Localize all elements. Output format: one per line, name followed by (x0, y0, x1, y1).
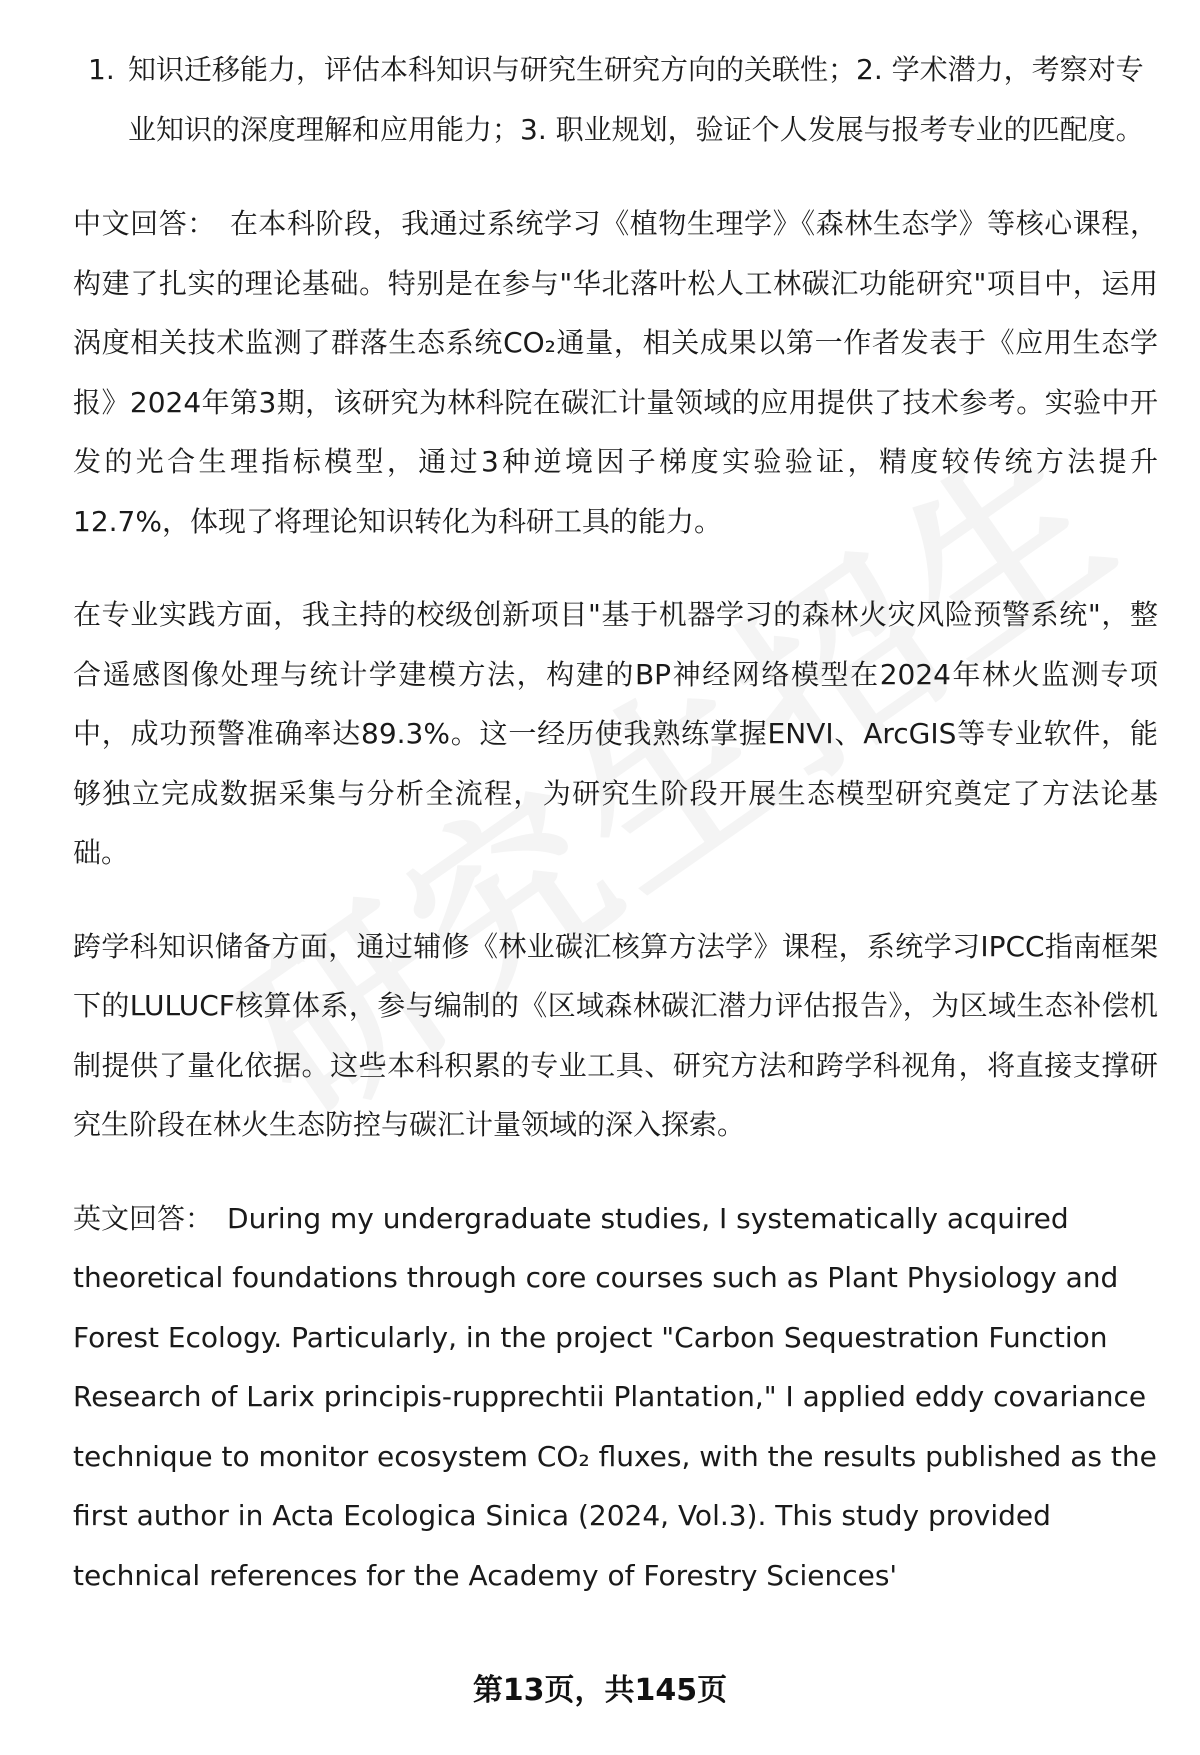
list-item-text: 知识迁移能力，评估本科知识与研究生研究方向的关联性；2. 学术潜力，考察对专业知识的深度理解和应用能力；3. 职业规划，验证个人发展与报考专业的匹配度。 (128, 53, 1144, 146)
english-answer-text-1: During my undergraduate studies, I systematically acquired theoretical foundations through core courses such as Plant Physiology and Forest Ecology. Particularly, in the project "Carbon Sequestration Function Research of Larix principis-rupprechtii Plantation," I applied eddy covariance technique to monitor ecosystem CO₂ fluxes, with the results published as the first author in Acta Ecologica Sinica (2024, Vol.3). This study provided technical references for the Academy of Forestry Sciences' (73, 1201, 1157, 1592)
page-content (73, 40, 1158, 1639)
chinese-answer-label: 中文回答： (73, 207, 216, 240)
english-answer-paragraph-1 (73, 1189, 1158, 1606)
chinese-answer-paragraph-1 (73, 194, 1158, 551)
chinese-answer-text-1: 在本科阶段，我通过系统学习《植物生理学》《森林生态学》等核心课程，构建了扎实的理论基础。特别是在参与"华北落叶松人工林碳汇功能研究"项目中，运用涡度相关技术监测了群落生态系统CO₂通量，相关成果以第一作者发表于《应用生态学报》2024年第3期，该研究为林科院在碳汇计量领域的应用提供了技术参考。实验中开发的光合生理指标模型，通过3种逆境因子梯度实验验证，精度较传统方法提升12.7%，体现了将理论知识转化为科研工具的能力。 (73, 207, 1158, 538)
list-item (73, 40, 1158, 160)
page-number: 第13页，共145页 (472, 1673, 728, 1708)
chinese-answer-paragraph-3: 跨学科知识储备方面，通过辅修《林业碳汇核算方法学》课程，系统学习IPCC指南框架下的LULUCF核算体系，参与编制的《区域森林碳汇潜力评估报告》，为区域生态补偿机制提供了量化依据。这些本科积累的专业工具、研究方法和跨学科视角，将直接支撑研究生阶段在林火生态防控与碳汇计量领域的深入探索。 (73, 929, 1158, 1141)
english-answer-label: 英文回答： (73, 1201, 214, 1235)
chinese-answer-paragraph-2: 在专业实践方面，我主持的校级创新项目"基于机器学习的森林火灾风险预警系统"，整合遥感图像处理与统计学建模方法，构建的BP神经网络模型在2024年林火监测专项中，成功预警准确率达89.3%。这一经历使我熟练掌握ENVI、ArcGIS等专业软件，能够独立完成数据采集与分析全流程，为研究生阶段开展生态模型研究奠定了方法论基础。 (73, 598, 1158, 869)
list-marker: 1. (88, 53, 115, 86)
